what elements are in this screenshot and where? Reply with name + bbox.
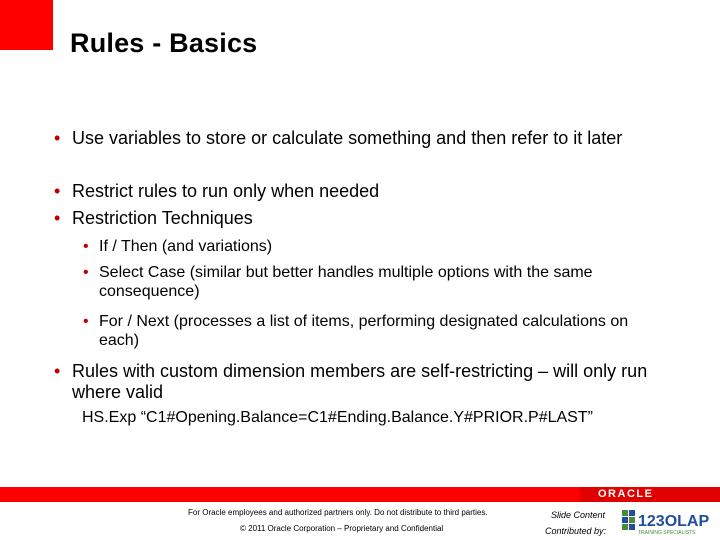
bullet-dot: • xyxy=(54,208,61,228)
sub-bullet-item xyxy=(83,237,643,256)
logo-wordmark: 123OLAP xyxy=(638,513,710,530)
partner-logo-123olap xyxy=(622,508,718,538)
copyright-notice: © 2011 Oracle Corporation – Proprietary and Confidential xyxy=(240,524,444,533)
bullet-dot: • xyxy=(54,181,61,201)
slide-title: Rules - Basics xyxy=(70,28,258,58)
logo-square-icon xyxy=(622,524,628,530)
bullet-item xyxy=(54,128,654,149)
sub-bullet-dot: • xyxy=(83,313,89,330)
code-example: HS.Exp “C1#Opening.Balance=C1#Ending.Balance.Y#PRIOR.P#LAST” xyxy=(82,409,593,426)
logo-square-icon xyxy=(622,510,628,516)
logo-square-icon xyxy=(629,517,635,523)
bullet-text: Rules with custom dimension members are self-restricting – will only run where valid xyxy=(72,361,648,402)
oracle-logo: ORACLE xyxy=(598,488,654,500)
bullet-text: Use variables to store or calculate something and then refer to it later xyxy=(72,128,623,148)
bullet-dot: • xyxy=(54,361,61,381)
bullet-item xyxy=(54,181,654,202)
bullet-dot: • xyxy=(54,128,61,148)
sub-bullet-text: For / Next (processes a list of items, performing designated calculations on each) xyxy=(99,313,629,349)
distribution-notice: For Oracle employees and authorized partners only. Do not distribute to third parties. xyxy=(188,508,488,517)
bullet-item xyxy=(54,361,654,403)
sub-bullet-dot: • xyxy=(83,264,89,281)
sub-bullet-text: Select Case (similar but better handles multiple options with the same consequence) xyxy=(99,264,593,300)
sub-bullet-dot: • xyxy=(83,238,89,255)
sub-bullet-item xyxy=(83,263,643,301)
bullet-text: Restrict rules to run only when needed xyxy=(72,181,380,201)
slide-content-label: Slide Content xyxy=(551,510,606,520)
logo-square-icon xyxy=(629,510,635,516)
contributed-by-label: Contributed by: xyxy=(545,526,607,536)
sub-bullet-text: If / Then (and variations) xyxy=(99,238,273,255)
logo-square-icon xyxy=(629,524,635,530)
bullet-item xyxy=(54,208,654,229)
bullet-text: Restriction Techniques xyxy=(72,208,253,228)
sub-bullet-item xyxy=(83,312,643,350)
logo-square-icon xyxy=(622,517,628,523)
logo-tagline: TRAINING SPECIALISTS xyxy=(638,530,696,536)
header-accent-square xyxy=(0,0,53,50)
